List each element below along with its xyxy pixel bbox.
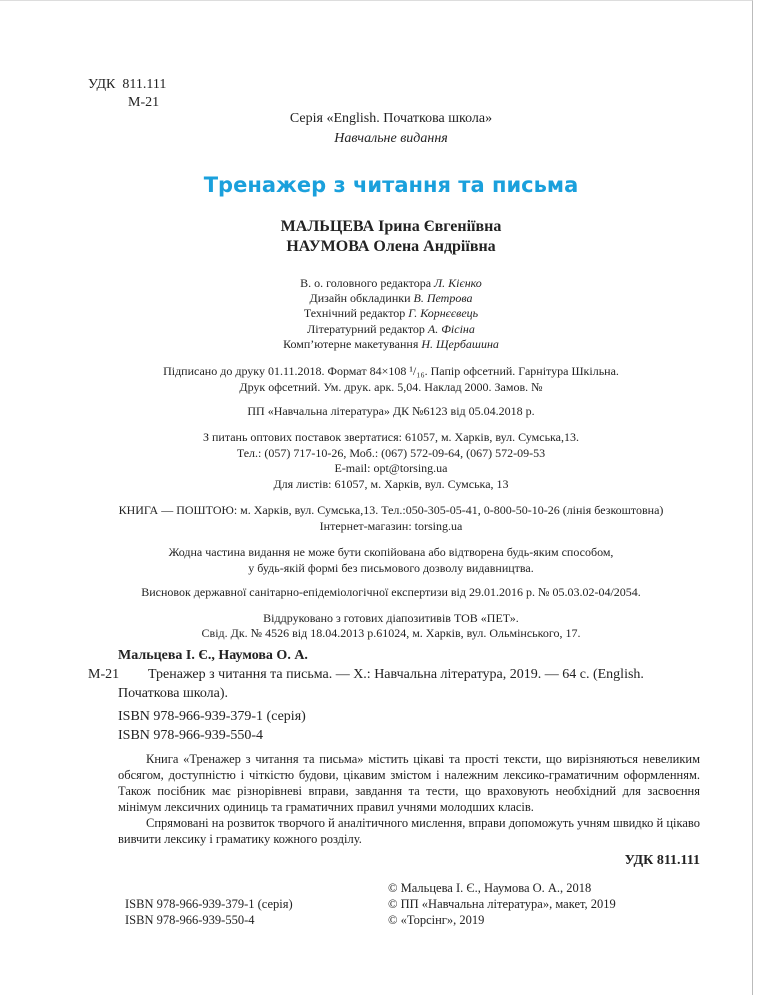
udk-index: М-21 [128,95,160,110]
imprint-line: Інтернет-магазин: torsing.ua [319,519,463,533]
credit [91,277,691,289]
catalog-line: Початкова школа). [118,686,229,701]
author-2 [91,239,691,255]
imprint-line: у будь-якій формі без письмового дозволу видавництва. [248,561,534,575]
credit-person: А. Фісіна [427,322,475,336]
imprint-line: Друк офсетний. Ум. друк. арк. 5,04. Наклад 2000. Замов. № [239,380,543,394]
author-name: Олена Андріївна [373,238,496,255]
author-name: Ірина Євгеніївна [378,218,502,235]
catalog-authors: Мальцева І. Є., Наумова О. А. [118,648,308,663]
imprint-line: КНИГА — ПОШТОЮ: м. Харків, вул. Сумська,13. Тел.:050-305-05-41, 0-800-50-10-26 (лінія безкоштовна) [118,503,664,517]
abstract-paragraph: Книга «Тренажер з читання та письма» містить цікаві та прості тексти, що вирізняються невеликим обсягом, доступністю і чіткістю будови, цікавим змістом і належним лексико-граматичним оформленням. Також посібник має різнорівневі вправи, завдання та тести, що враховують необхідний для засвоєння мінімум лексичних одиниць та граматичних правил учнями молодших класів. [118,752,700,814]
copyright: © ПП «Навчальна література», макет, 2019 [388,897,616,911]
edition-type: Навчальне видання [334,131,448,146]
imprint-line: Підписано до друку 01.11.2018. Формат 84×108 ¹/₁₆. Папір офсетний. Гарнітура Шкільна. [163,364,619,378]
imprint-line: Віддруковано з готових діапозитивів ТОВ «ПЕТ». [263,611,519,625]
credit-person: Н. Щербашина [421,337,499,351]
author-surname: МАЛЬЦЕВА [280,218,375,235]
abstract-paragraph: Спрямовані на розвиток творчого й аналітичного мислення, вправи допоможуть учням швидко й цікаво вивчити лексику і граматику кожного розділу. [118,816,700,846]
imprint-line: E-mail: opt@torsing.ua [334,461,448,475]
catalog-entry [88,665,700,684]
footer-isbn: ISBN 978-966-939-379-1 (серія) [125,897,293,911]
imprint-line: Жодна частина видання не може бути скопійована або відтворена будь-яким способом, [168,545,614,559]
imprint-line: З питань оптових поставок звертатися: 61057, м. Харків, вул. Сумська,13. [202,430,580,444]
catalog-line: Тренажер з читання та письма. — Х.: Навчальна література, 2019. — 64 с. (English. [148,667,644,682]
catalog-index: М-21 [88,667,120,682]
credit-person: В. Петрова [413,291,473,305]
credit-role: Літературний редактор [307,322,425,336]
catalog-udk: УДК 811.111 [624,853,700,868]
credit [91,307,691,319]
udk-label: УДК [88,77,116,92]
credit-person: Л. Кієнко [434,276,482,290]
author-surname: НАУМОВА [286,238,370,255]
copyright: © Мальцева І. Є., Наумова О. А., 2018 [388,881,592,895]
credit-person: Г. Корнєєвець [408,306,479,320]
catalog-isbn: ISBN 978-966-939-379-1 (серія) [118,709,306,724]
credit-role: Технічний редактор [303,306,406,320]
udk-top [88,78,166,92]
footer [88,880,700,928]
credit-role: Комп’ютерне макетування [283,337,419,351]
imprint-line: Свід. Дк. № 4526 від 18.04.2013 р.61024, м. Харків, вул. Ольмінського, 17. [201,626,581,640]
copyright-block [388,880,616,928]
book-title: Тренажер з читання та письма [203,173,579,197]
catalog-section [88,646,700,928]
footer-isbn-block [88,880,388,928]
footer-isbn: ISBN 978-966-939-550-4 [125,913,255,927]
imprint-line: ПП «Навчальна література» ДК №6123 від 05.04.2018 р. [247,404,535,418]
udk-code: 811.111 [122,77,167,92]
imprint-line: Для листів: 61057, м. Харків, вул. Сумська, 13 [273,477,509,491]
catalog-isbn: ISBN 978-966-939-550-4 [118,728,264,743]
series: Серія «English. Початкова школа» [289,111,493,126]
credit-role: В. о. головного редактора [300,276,432,290]
copyright: © «Торсінг», 2019 [388,913,485,927]
imprint-line: Тел.: (057) 717-10-26, Моб.: (067) 572-09-64, (067) 572-09-53 [236,446,546,460]
credit [91,323,691,335]
imprint-line: Висновок державної санітарно-епідеміологічної експертизи від 29.01.2016 р. № 05.03.02-04/2054. [141,585,641,599]
credit [91,292,691,304]
abstract [118,751,700,847]
credit-role: Дизайн обкладинки [309,291,411,305]
author-1 [91,219,691,235]
credit [91,338,691,350]
